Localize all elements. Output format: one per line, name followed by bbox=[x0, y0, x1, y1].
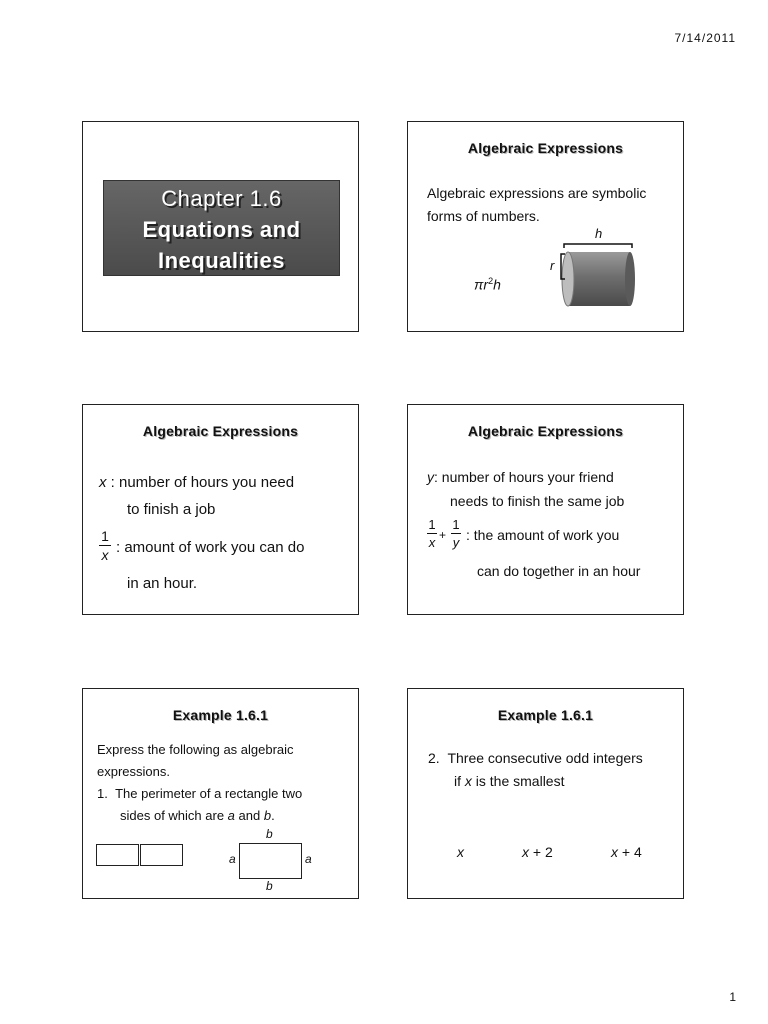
page-number: 1 bbox=[729, 990, 736, 1004]
item-text: The perimeter of a rectangle two bbox=[115, 786, 303, 801]
formula-r: r bbox=[483, 276, 489, 293]
slide-algebraic-expressions-y bbox=[407, 404, 684, 615]
fraction-denominator: x bbox=[428, 535, 436, 550]
chapter-title-line: Equations and bbox=[142, 217, 301, 242]
fraction-numerator: 1 bbox=[452, 517, 460, 532]
variable-y: y bbox=[427, 469, 434, 485]
definition-combined-continuation: can do together in an hour bbox=[477, 563, 641, 579]
fraction-bar bbox=[427, 533, 437, 534]
example-item-1-continuation bbox=[120, 805, 275, 827]
item-text: Three consecutive odd integers bbox=[447, 750, 643, 766]
fraction-numerator: 1 bbox=[428, 517, 436, 532]
small-rectangle-left bbox=[96, 844, 139, 866]
item-text: sides of which are bbox=[120, 808, 228, 823]
fraction-one-over-x bbox=[99, 529, 111, 562]
definition-text: : number of hours you need bbox=[106, 474, 295, 491]
formula-exponent: 2 bbox=[488, 276, 494, 286]
slide-chapter-title bbox=[82, 121, 359, 332]
definition-text: : number of hours your friend bbox=[434, 469, 614, 485]
item-text: and bbox=[234, 808, 264, 823]
instruction-line: Express the following as algebraic bbox=[97, 742, 294, 757]
slide-title: Algebraic Expressions bbox=[467, 140, 624, 156]
item-text: is the smallest bbox=[471, 773, 565, 789]
small-rectangle-right bbox=[140, 844, 183, 866]
definition-continuation: to finish a job bbox=[127, 501, 216, 518]
definition-rate: : amount of work you can do bbox=[116, 539, 305, 556]
label-height: h bbox=[595, 226, 603, 241]
fraction-denominator: y bbox=[452, 535, 460, 550]
item-number: 2. bbox=[428, 750, 440, 766]
expression-text: + 2 bbox=[529, 844, 553, 860]
fraction-one-over-y bbox=[451, 518, 461, 549]
slide-title: Example 1.6.1 bbox=[497, 707, 594, 723]
example-item-2-continuation bbox=[454, 773, 564, 789]
example-instructions bbox=[97, 739, 294, 783]
variable-x: x bbox=[99, 474, 107, 491]
item-text: if bbox=[454, 773, 465, 789]
label-radius: r bbox=[550, 258, 555, 273]
fraction-one-over-x bbox=[427, 518, 437, 549]
cylinder-volume-formula bbox=[474, 276, 501, 293]
item-number: 1. bbox=[97, 786, 108, 801]
expression-third bbox=[611, 844, 642, 860]
variable-a: a bbox=[227, 808, 235, 823]
definition-continuation: needs to finish the same job bbox=[450, 493, 625, 509]
body-line: Algebraic expressions are symbolic bbox=[427, 185, 647, 201]
item-text: . bbox=[271, 808, 275, 823]
expression-second bbox=[522, 844, 553, 860]
rect-label-top: b bbox=[266, 827, 273, 841]
slide-body bbox=[427, 182, 646, 228]
slide-example-odd-integers bbox=[407, 688, 684, 899]
rect-label-right: a bbox=[305, 852, 312, 866]
cylinder-illustration bbox=[544, 226, 644, 308]
labeled-rectangle bbox=[239, 843, 302, 879]
pi-symbol: π bbox=[474, 276, 484, 293]
fraction-numerator: 1 bbox=[101, 528, 109, 544]
page-date: 7/14/2011 bbox=[674, 31, 736, 45]
chapter-title-box bbox=[103, 180, 340, 276]
expression-text: + 4 bbox=[618, 844, 642, 860]
variable-x: x bbox=[522, 844, 529, 860]
slide-title: Example 1.6.1 bbox=[172, 707, 269, 723]
rect-label-bottom: b bbox=[266, 879, 273, 893]
rect-label-left: a bbox=[229, 852, 236, 866]
chapter-title-line: Inequalities bbox=[157, 248, 286, 273]
plus-sign: + bbox=[439, 528, 447, 542]
slide-example-rectangle bbox=[82, 688, 359, 899]
variable-b: b bbox=[263, 808, 272, 823]
expression-first: x bbox=[457, 844, 464, 860]
instruction-line: expressions. bbox=[97, 764, 170, 779]
definition-combined-rate: : the amount of work you bbox=[466, 527, 620, 543]
body-line: forms of numbers. bbox=[427, 208, 540, 224]
slide-title: Algebraic Expressions bbox=[142, 423, 299, 439]
formula-h: h bbox=[493, 276, 501, 293]
example-item-2 bbox=[428, 750, 643, 766]
definition-x bbox=[99, 474, 294, 491]
variable-x: x bbox=[611, 844, 618, 860]
slide-algebraic-expressions-x bbox=[82, 404, 359, 615]
fraction-denominator: x bbox=[101, 547, 109, 563]
fraction-bar bbox=[451, 533, 461, 534]
example-item-1 bbox=[97, 783, 302, 805]
variable-x: x bbox=[464, 773, 472, 789]
definition-y bbox=[427, 469, 614, 485]
slide-title: Algebraic Expressions bbox=[467, 423, 624, 439]
chapter-title-line: Chapter 1.6 bbox=[161, 186, 282, 211]
fraction-bar bbox=[99, 545, 111, 546]
definition-rate-continuation: in an hour. bbox=[127, 575, 198, 592]
slide-algebraic-expressions-intro bbox=[407, 121, 684, 332]
